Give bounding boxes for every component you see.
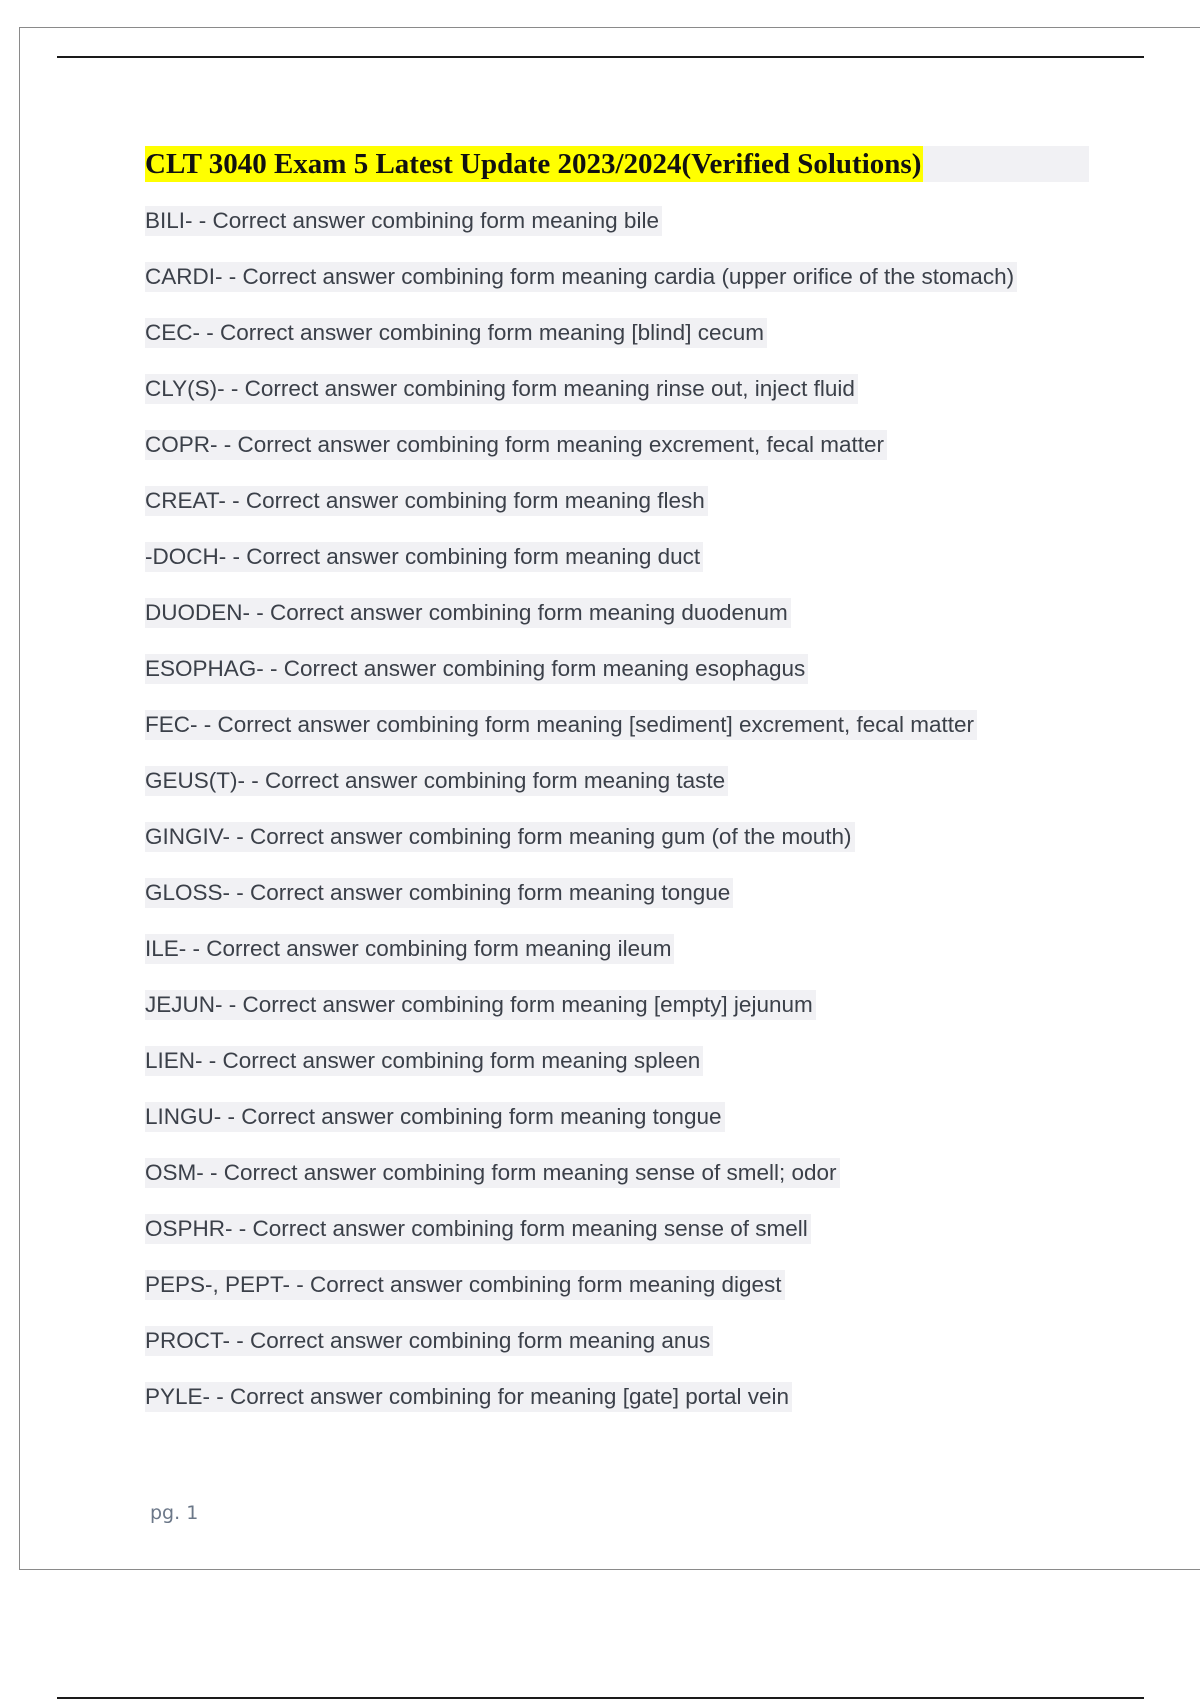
list-item [145,206,1105,262]
entry-text: PROCT- - Correct answer combining form meaning anus [145,1326,713,1356]
entry-list [145,206,1105,1438]
entry-text: GINGIV- - Correct answer combining form meaning gum (of the mouth) [145,822,855,852]
entry-text: BILI- - Correct answer combining form meaning bile [145,206,662,236]
document-title: CLT 3040 Exam 5 Latest Update 2023/2024(Verified Solutions) [145,148,922,180]
entry-text: LIEN- - Correct answer combining form meaning spleen [145,1046,703,1076]
entry-text: GEUS(T)- - Correct answer combining form meaning taste [145,766,728,796]
list-item [145,1326,1105,1382]
list-item [145,654,1105,710]
list-item [145,1158,1105,1214]
entry-text: ILE- - Correct answer combining form meaning ileum [145,934,674,964]
title-row [145,146,1089,182]
entry-text: -DOCH- - Correct answer combining form meaning duct [145,542,703,572]
list-item [145,1046,1105,1102]
bottom-rule [57,1697,1144,1699]
list-item [145,262,1105,318]
entry-text: PYLE- - Correct answer combining for meaning [gate] portal vein [145,1382,792,1412]
list-item [145,1382,1105,1438]
list-item [145,542,1105,598]
list-item [145,822,1105,878]
entry-text: OSPHR- - Correct answer combining form meaning sense of smell [145,1214,811,1244]
list-item [145,766,1105,822]
entry-text: COPR- - Correct answer combining form meaning excrement, fecal matter [145,430,887,460]
page-number: pg. 1 [150,1502,199,1524]
entry-text: ESOPHAG- - Correct answer combining form meaning esophagus [145,654,808,684]
entry-text: CREAT- - Correct answer combining form meaning flesh [145,486,708,516]
entry-text: JEJUN- - Correct answer combining form meaning [empty] jejunum [145,990,816,1020]
entry-text: LINGU- - Correct answer combining form meaning tongue [145,1102,725,1132]
list-item [145,1102,1105,1158]
list-item [145,990,1105,1046]
entry-text: FEC- - Correct answer combining form meaning [sediment] excrement, fecal matter [145,710,977,740]
list-item [145,1214,1105,1270]
entry-text: DUODEN- - Correct answer combining form meaning duodenum [145,598,791,628]
entry-text: PEPS-, PEPT- - Correct answer combining form meaning digest [145,1270,785,1300]
entry-text: CEC- - Correct answer combining form meaning [blind] cecum [145,318,767,348]
list-item [145,1270,1105,1326]
top-rule [57,56,1144,58]
entry-text: GLOSS- - Correct answer combining form meaning tongue [145,878,733,908]
list-item [145,710,1105,766]
list-item [145,934,1105,990]
list-item [145,486,1105,542]
list-item [145,318,1105,374]
entry-text: CARDI- - Correct answer combining form meaning cardia (upper orifice of the stomach) [145,262,1017,292]
list-item [145,878,1105,934]
list-item [145,598,1105,654]
entry-text: CLY(S)- - Correct answer combining form meaning rinse out, inject fluid [145,374,858,404]
list-item [145,374,1105,430]
entry-text: OSM- - Correct answer combining form meaning sense of smell; odor [145,1158,840,1188]
list-item [145,430,1105,486]
